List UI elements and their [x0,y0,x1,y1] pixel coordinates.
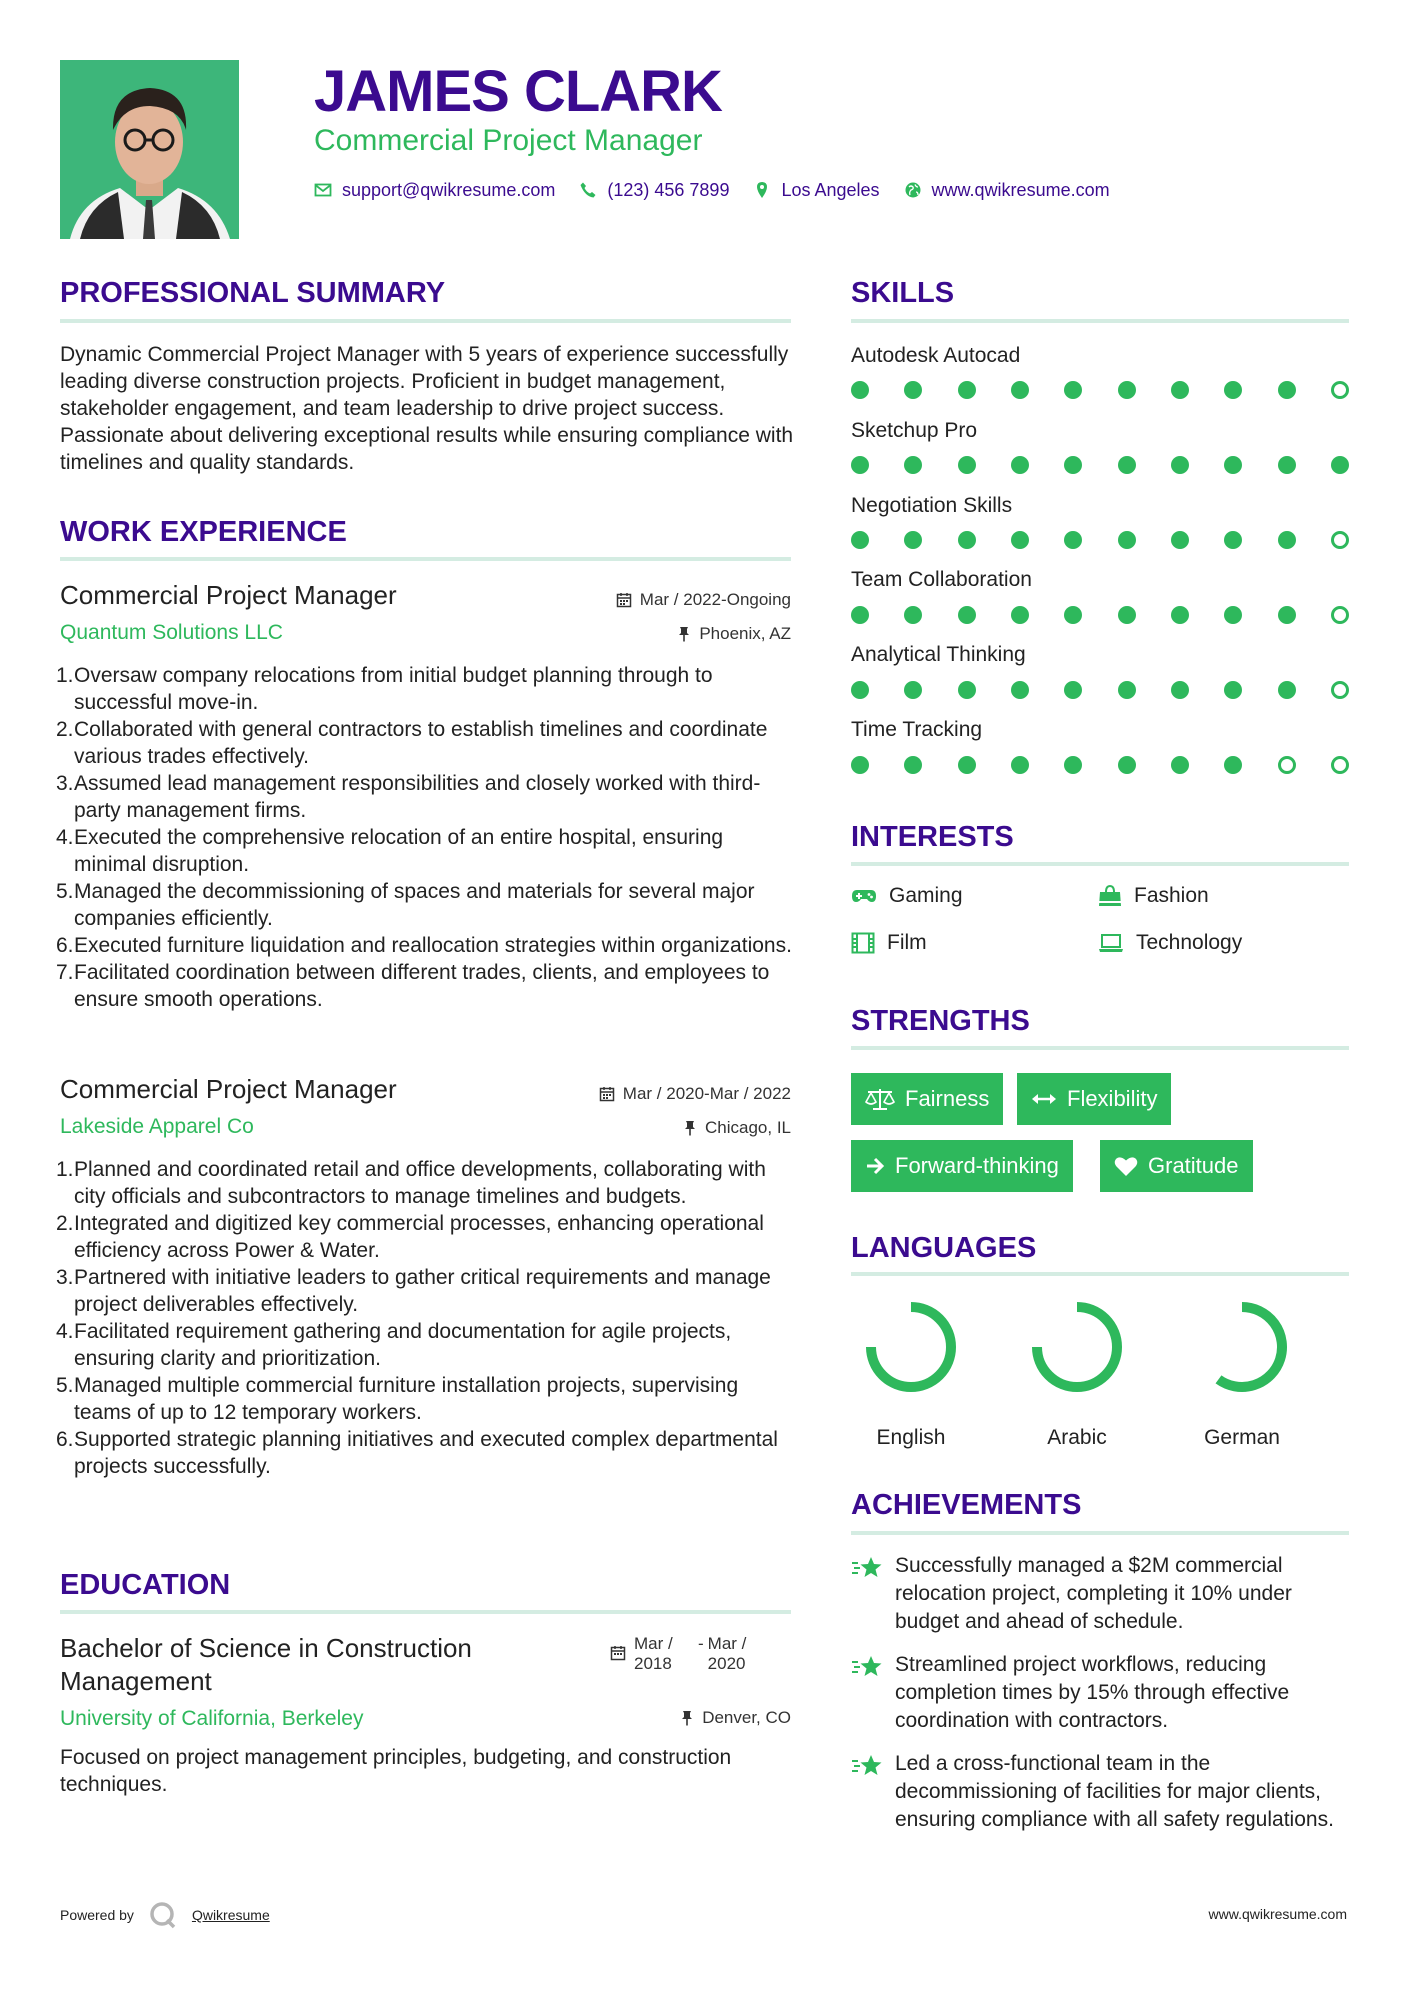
job-location-text: Phoenix, AZ [699,624,791,643]
job-duties [56,662,796,1013]
star-trophy-icon [851,1653,883,1681]
achievement-item [851,1552,1351,1636]
languages-divider [851,1272,1349,1276]
languages-heading: LANGUAGES [851,1232,1037,1264]
list-item: 3. Assumed lead management responsibilities and closely worked with third-party management firms. [56,772,761,822]
degree-title: Bachelor of Science in Construction Management [60,1633,472,1696]
interests-divider [851,862,1349,866]
list-item: 6. Supported strategic planning initiatives and executed complex departmental projects successfully. [56,1428,778,1478]
calendar-icon [610,1645,626,1661]
language-meter [1027,1297,1127,1397]
language-item [1167,1297,1317,1451]
achievement-text: Led a cross-functional team in the decommissioning of facilities for major clients, ensuring compliance with all safety regulations. [895,1752,1334,1831]
interest-label: Film [887,931,927,954]
skill-dot-empty [1331,756,1349,774]
skill-dot-filled [1171,681,1189,699]
location-text: Los Angeles [781,179,880,200]
skill-dot-filled [1118,681,1136,699]
skill-name: Team Collaboration [851,568,1032,591]
job-dates [599,1083,791,1105]
list-item: 1. Oversaw company relocations from initial budget planning through to successful move-in. [56,664,713,714]
job-location [683,1117,791,1139]
skill-dot-filled [851,756,869,774]
list-item: 4. Executed the comprehensive relocation of an entire hospital, ensuring minimal disruption. [56,826,724,876]
list-item: 2. Integrated and digitized key commercial processes, enhancing operational efficiency across Power & Water. [56,1212,764,1262]
job-dates [616,589,791,611]
candidate-role: Commercial Project Manager [314,124,703,157]
education-location [680,1707,791,1729]
balance-scale-icon [865,1087,895,1111]
language-name: German [1204,1426,1280,1449]
skill-dot-empty [1331,531,1349,549]
language-level-arc [1037,1307,1117,1387]
contact-email[interactable] [314,180,555,201]
skill-dot-filled [958,681,976,699]
skill-dot-filled [851,681,869,699]
summary-text: Dynamic Commercial Project Manager with 5 years of experience successfully leading diverse construction projects. Proficient in budget management, stakeholder engagement, and team leadership to drive project success. Passionate about delivering exceptional results while ensuring compliance with timelines and quality standards. [60,343,794,474]
education-heading: EDUCATION [60,1569,231,1601]
footer-website[interactable]: www.qwikresume.com [1208,1906,1347,1922]
film-icon [851,932,875,954]
skill-dot-filled [1064,606,1082,624]
envelope-icon [314,181,332,199]
skill-dot-filled [958,531,976,549]
skills-divider [851,319,1349,323]
skill-dot-filled [1011,381,1029,399]
skill-name: Negotiation Skills [851,494,1013,517]
company-name: Lakeside Apparel Co [60,1115,254,1138]
skill-rating [851,380,1349,400]
laptop-icon [1098,933,1124,953]
education-description: Focused on project management principles, budgeting, and construction techniques. [60,1746,732,1796]
qwikresume-logo-icon [148,1900,178,1930]
job-dates-text: Mar / 2020-Mar / 2022 [622,1084,791,1103]
strengths-divider [851,1046,1349,1050]
skills-heading: SKILLS [851,277,955,309]
list-item: 6. Executed furniture liquidation and reallocation strategies within organizations. [56,934,792,957]
strength-tag-gratitude [1100,1140,1253,1192]
skill-dot-filled [904,681,922,699]
interests-heading: INTERESTS [851,821,1014,853]
skill-dot-filled [904,456,922,474]
powered-by-text: Powered by [60,1907,134,1923]
arrow-right-icon [865,1156,885,1176]
skill-dot-filled [958,381,976,399]
star-trophy-icon [851,1752,883,1780]
shopping-bag-icon [1098,885,1122,907]
skill-dot-filled [1118,756,1136,774]
skill-dot-filled [1171,381,1189,399]
interest-gaming [851,883,963,909]
skill-dot-filled [851,456,869,474]
contact-location [753,180,879,201]
skill-dot-filled [1224,756,1242,774]
strength-label: Flexibility [1067,1086,1158,1111]
skill-dot-filled [1224,606,1242,624]
language-name: Arabic [1047,1426,1107,1449]
achievement-text: Streamlined project workflows, reducing completion times by 15% through effective coordination with contractors. [895,1653,1290,1732]
education-start: Mar / 2018 [634,1634,673,1673]
achievement-text: Successfully managed a $2M commercial relocation project, completing it 10% under budget and ahead of schedule. [895,1554,1292,1633]
skill-dot-filled [1224,531,1242,549]
summary-divider [60,319,791,323]
date-separator: - [698,1634,704,1653]
achievement-item [851,1750,1351,1834]
skill-name: Autodesk Autocad [851,344,1021,367]
list-item: 2. Collaborated with general contractors to establish timelines and coordinate various trades effectively. [56,718,768,768]
skill-dot-filled [904,381,922,399]
strength-label: Fairness [905,1086,990,1111]
skill-dot-filled [958,606,976,624]
calendar-icon [599,1086,615,1102]
strengths-heading: STRENGTHS [851,1005,1030,1037]
globe-icon [904,181,922,199]
contact-phone[interactable] [579,180,729,201]
strength-tag-fairness [851,1073,1003,1125]
language-name: English [876,1426,946,1449]
footer-powered-by [60,1900,270,1930]
skill-dot-filled [1064,381,1082,399]
job-dates-text: Mar / 2022-Ongoing [639,590,791,609]
skill-dot-filled [958,456,976,474]
skill-dot-filled [1064,531,1082,549]
pushpin-icon [677,626,691,642]
strength-tag-flexibility [1017,1073,1171,1125]
email-text: support@qwikresume.com [342,179,556,200]
skill-dot-filled [904,531,922,549]
interest-label: Technology [1136,931,1243,954]
skill-rating [851,680,1349,700]
job-title: Commercial Project Manager [60,1074,397,1104]
interest-fashion [1098,883,1209,909]
skill-dot-filled [1118,456,1136,474]
avatar [60,60,239,239]
pushpin-icon [680,1710,694,1726]
job-duties [56,1156,796,1480]
arrows-horizontal-icon [1031,1092,1057,1106]
interest-label: Fashion [1134,884,1209,907]
skill-dot-filled [1278,681,1296,699]
strength-label: Forward-thinking [895,1153,1059,1178]
skill-dot-filled [1064,681,1082,699]
experience-divider [60,557,791,561]
achievements-heading: ACHIEVEMENTS [851,1489,1082,1521]
candidate-name: JAMES CLARK [314,59,722,124]
skill-dot-filled [904,756,922,774]
phone-text: (123) 456 7899 [607,179,730,200]
skill-dot-filled [1224,681,1242,699]
skill-dot-filled [1064,756,1082,774]
interest-technology [1098,930,1242,956]
language-level-arc [1218,1307,1282,1387]
language-meter [861,1297,961,1397]
skill-dot-filled [1331,456,1349,474]
website-text: www.qwikresume.com [931,179,1110,200]
skill-name: Analytical Thinking [851,643,1026,666]
skill-dot-filled [1224,456,1242,474]
skill-dot-filled [1278,456,1296,474]
skill-dot-filled [1011,681,1029,699]
skill-dot-filled [851,381,869,399]
interest-label: Gaming [889,884,963,907]
calendar-icon [616,592,632,608]
education-end: Mar / 2020 [707,1634,747,1673]
education-location-text: Denver, CO [702,1708,791,1727]
list-item: 3. Partnered with initiative leaders to gather critical requirements and manage project deliverables effectively. [56,1266,771,1316]
skill-dot-empty [1331,681,1349,699]
skill-dot-filled [1011,756,1029,774]
interest-film [851,930,927,956]
skill-dot-filled [1278,531,1296,549]
skill-dot-filled [1011,606,1029,624]
skill-dot-filled [1011,531,1029,549]
skill-dot-empty [1331,606,1349,624]
list-item: 5. Managed multiple commercial furniture installation projects, supervising teams of up to 12 temporary workers. [56,1374,739,1424]
contact-website[interactable] [904,180,1110,201]
skill-dot-filled [851,606,869,624]
list-item: 5. Managed the decommissioning of spaces and materials for several major companies efficiently. [56,880,755,930]
skill-dot-filled [1171,756,1189,774]
skill-dot-filled [1278,381,1296,399]
skill-dot-filled [1011,456,1029,474]
job-location [677,623,791,645]
education-dates [610,1634,764,1674]
skill-dot-filled [904,606,922,624]
list-item: 7. Facilitated coordination between different trades, clients, and employees to ensure smooth operations. [56,961,770,1011]
job-location-text: Chicago, IL [705,1118,791,1137]
skill-dot-empty [1331,381,1349,399]
language-item [1002,1297,1152,1451]
skill-dot-filled [1118,531,1136,549]
skill-rating [851,755,1349,775]
heart-icon [1114,1156,1138,1177]
strength-tag-forward-thinking [851,1140,1073,1192]
school-name: University of California, Berkeley [60,1707,364,1730]
experience-heading: WORK EXPERIENCE [60,516,347,548]
list-item: 1. Planned and coordinated retail and office developments, collaborating with city officials and subcontractors to manage timelines and budgets. [56,1158,766,1208]
summary-heading: PROFESSIONAL SUMMARY [60,277,446,309]
skill-dot-filled [1171,531,1189,549]
skill-rating [851,605,1349,625]
skill-dot-filled [958,756,976,774]
skill-rating [851,530,1349,550]
skill-dot-filled [1171,606,1189,624]
achievement-item [851,1651,1351,1735]
skill-rating [851,455,1349,475]
star-trophy-icon [851,1554,883,1582]
profile-photo [60,60,239,239]
skill-dot-empty [1278,756,1296,774]
language-level-arc [871,1307,951,1387]
company-name: Quantum Solutions LLC [60,621,283,644]
language-item [836,1297,986,1451]
gamepad-icon [851,887,877,905]
skill-dot-filled [1278,606,1296,624]
skill-dot-filled [1171,456,1189,474]
education-divider [60,1610,791,1614]
skill-dot-filled [1064,456,1082,474]
brand-link[interactable]: Qwikresume [191,1907,270,1923]
skill-name: Sketchup Pro [851,419,978,442]
pushpin-icon [683,1120,697,1136]
skill-name: Time Tracking [851,718,983,741]
contact-bar [314,178,1110,202]
achievements-divider [851,1531,1349,1535]
map-marker-icon [753,181,771,199]
skill-dot-filled [1224,381,1242,399]
skill-dot-filled [1118,606,1136,624]
skill-dot-filled [1118,381,1136,399]
list-item: 4. Facilitated requirement gathering and documentation for agile projects, ensuring clarity and prioritization. [56,1320,732,1370]
phone-icon [579,181,597,199]
language-meter [1192,1297,1292,1397]
strength-label: Gratitude [1148,1153,1239,1178]
skill-dot-filled [851,531,869,549]
job-title: Commercial Project Manager [60,580,397,610]
